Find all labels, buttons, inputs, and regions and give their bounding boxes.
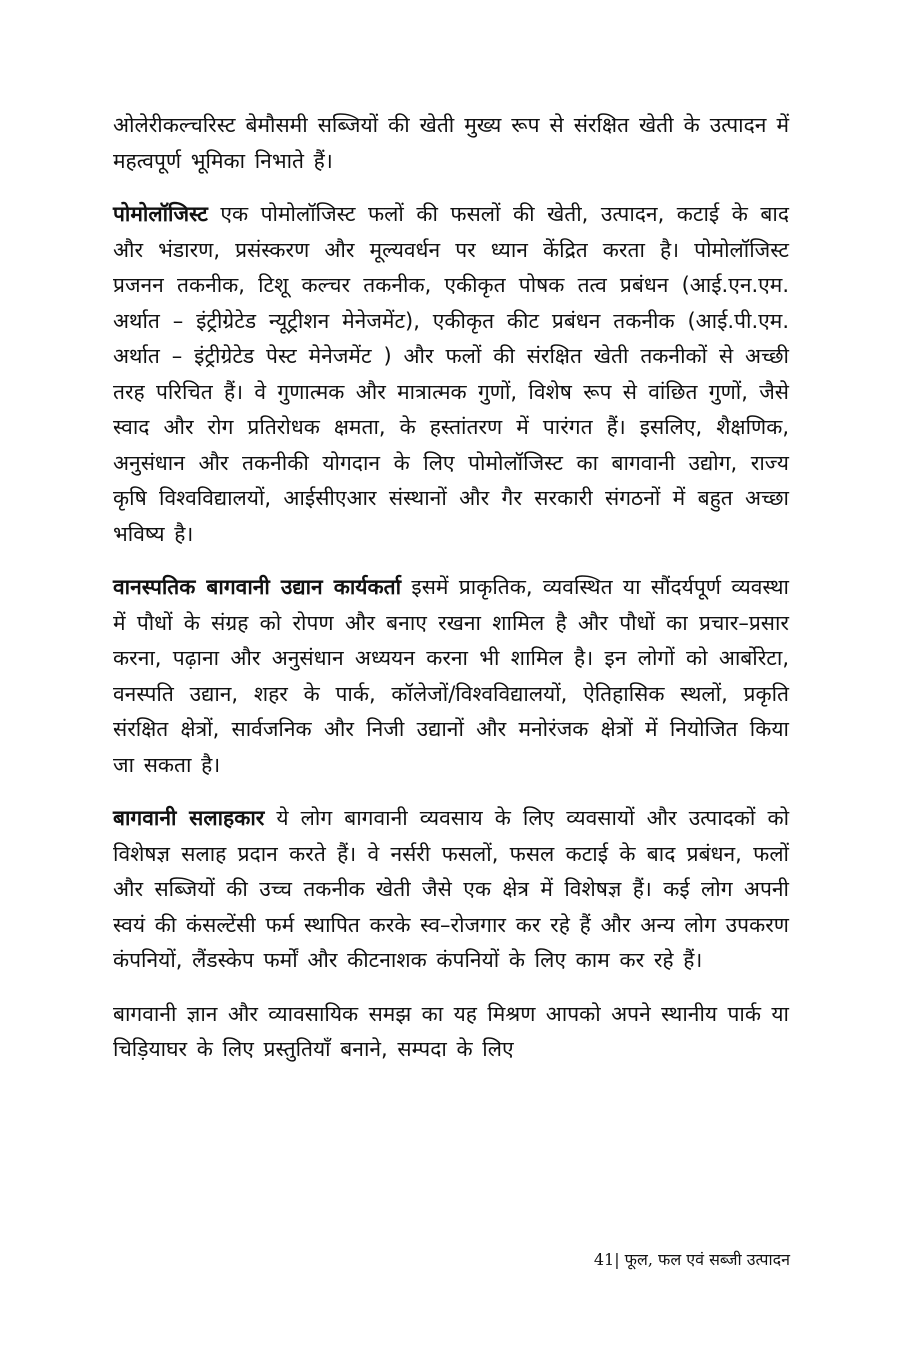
paragraph-text: इसमें प्राकृतिक, व्यवस्थित या सौंदर्यपूर्ण व्यवस्था में पौधों के संग्रह को रोपण और बनाए रखना शामिल है और पौधों का प्रचार–प्रसार करना, पढ़ाना और अनुसंधान अध्ययन करना भी शामिल है। इन लोगों को आर्बोरेटा, वनस्पति उद्यान, शहर के पार्क, कॉलेजों/विश्वविद्यालयों, ऐतिहासिक स्थलों, प्रकृति संरक्षित क्षेत्रों, सार्वजनिक और निजी उद्यानों और मनोरंजक क्षेत्रों में नियोजित किया जा सकता है। [113,575,789,777]
paragraph-term: वानस्पतिक बागवानी उद्यान कार्यकर्ता [113,575,402,599]
paragraph-text: बागवानी ज्ञान और व्यावसायिक समझ का यह मिश्रण आपको अपने स्थानीय पार्क या चिड़ियाघर के लिए प्रस्तुतियाँ बनाने, सम्पदा के लिए [113,1001,789,1061]
paragraph-text: एक पोमोलॉजिस्ट फलों की फसलों की खेती, उत्पादन, कटाई के बाद और भंडारण, प्रसंस्करण और मूल्यवर्धन पर ध्यान केंद्रित करता है। पोमोलॉजिस्ट प्रजनन तकनीक, टिशू कल्चर तकनीक, एकीकृत पोषक तत्व प्रबंधन (आई.एन.एम. अर्थात – इंट्रीग्रेटेड न्यूट्रीशन मेनेजमेंट), एकीकृत कीट प्रबंधन तकनीक (आई.पी.एम. अर्थात – इंट्रीग्रेटेड पेस्ट मेनेजमेंट ) और फलों की संरक्षित खेती तकनीकों से अच्छी तरह परिचित हैं। वे गुणात्मक और मात्रात्मक गुणों, विशेष रूप से वांछित गुणों, जैसे स्वाद और रोग प्रतिरोधक क्षमता, के हस्तांतरण में पारंगत हैं। इसलिए, शैक्षणिक, अनुसंधान और तकनीकी योगदान के लिए पोमोलॉजिस्ट का बागवानी उद्योग, राज्य कृषि विश्वविद्यालयों, आईसीएआर संस्थानों और गैर सरकारी संगठनों में बहुत अच्छा भविष्य है। [113,202,789,546]
page-number: 41 [593,1250,615,1269]
paragraph-botanical-garden-worker [113,570,789,783]
page-footer [560,1248,790,1272]
paragraph-horticulture-consultant [113,801,789,979]
paragraph-knowledge-mix [113,997,789,1068]
paragraph-term: पोमोलॉजिस्ट [113,202,208,226]
book-title: फूल, फल एवं सब्जी उत्पादन [619,1250,790,1269]
footer-separator: | [614,1250,620,1269]
paragraph-text: ओलेरीकल्चरिस्ट बेमौसमी सब्जियों की खेती मुख्य रूप से संरक्षित खेती के उत्पादन में महत्वपूर्ण भूमिका निभाते हैं। [113,113,789,173]
paragraph-text: ये लोग बागवानी व्यवसाय के लिए व्यवसायों और उत्पादकों को विशेषज्ञ सलाह प्रदान करते हैं। वे नर्सरी फसलों, फसल कटाई के बाद प्रबंधन, फलों और सब्जियों की उच्च तकनीक खेती जैसे एक क्षेत्र में विशेषज्ञ हैं। कई लोग अपनी स्वयं की कंसल्टेंसी फर्म स्थापित करके स्व–रोजगार कर रहे हैं और अन्य लोग उपकरण कंपनियों, लैंडस्केप फर्मों और कीटनाशक कंपनियों के लिए काम कर रहे हैं। [113,806,790,972]
paragraph-term: बागवानी सलाहकार [113,806,265,830]
page-body [113,108,789,1086]
paragraph-pomologist [113,197,789,552]
paragraph-olericulturist [113,108,789,179]
